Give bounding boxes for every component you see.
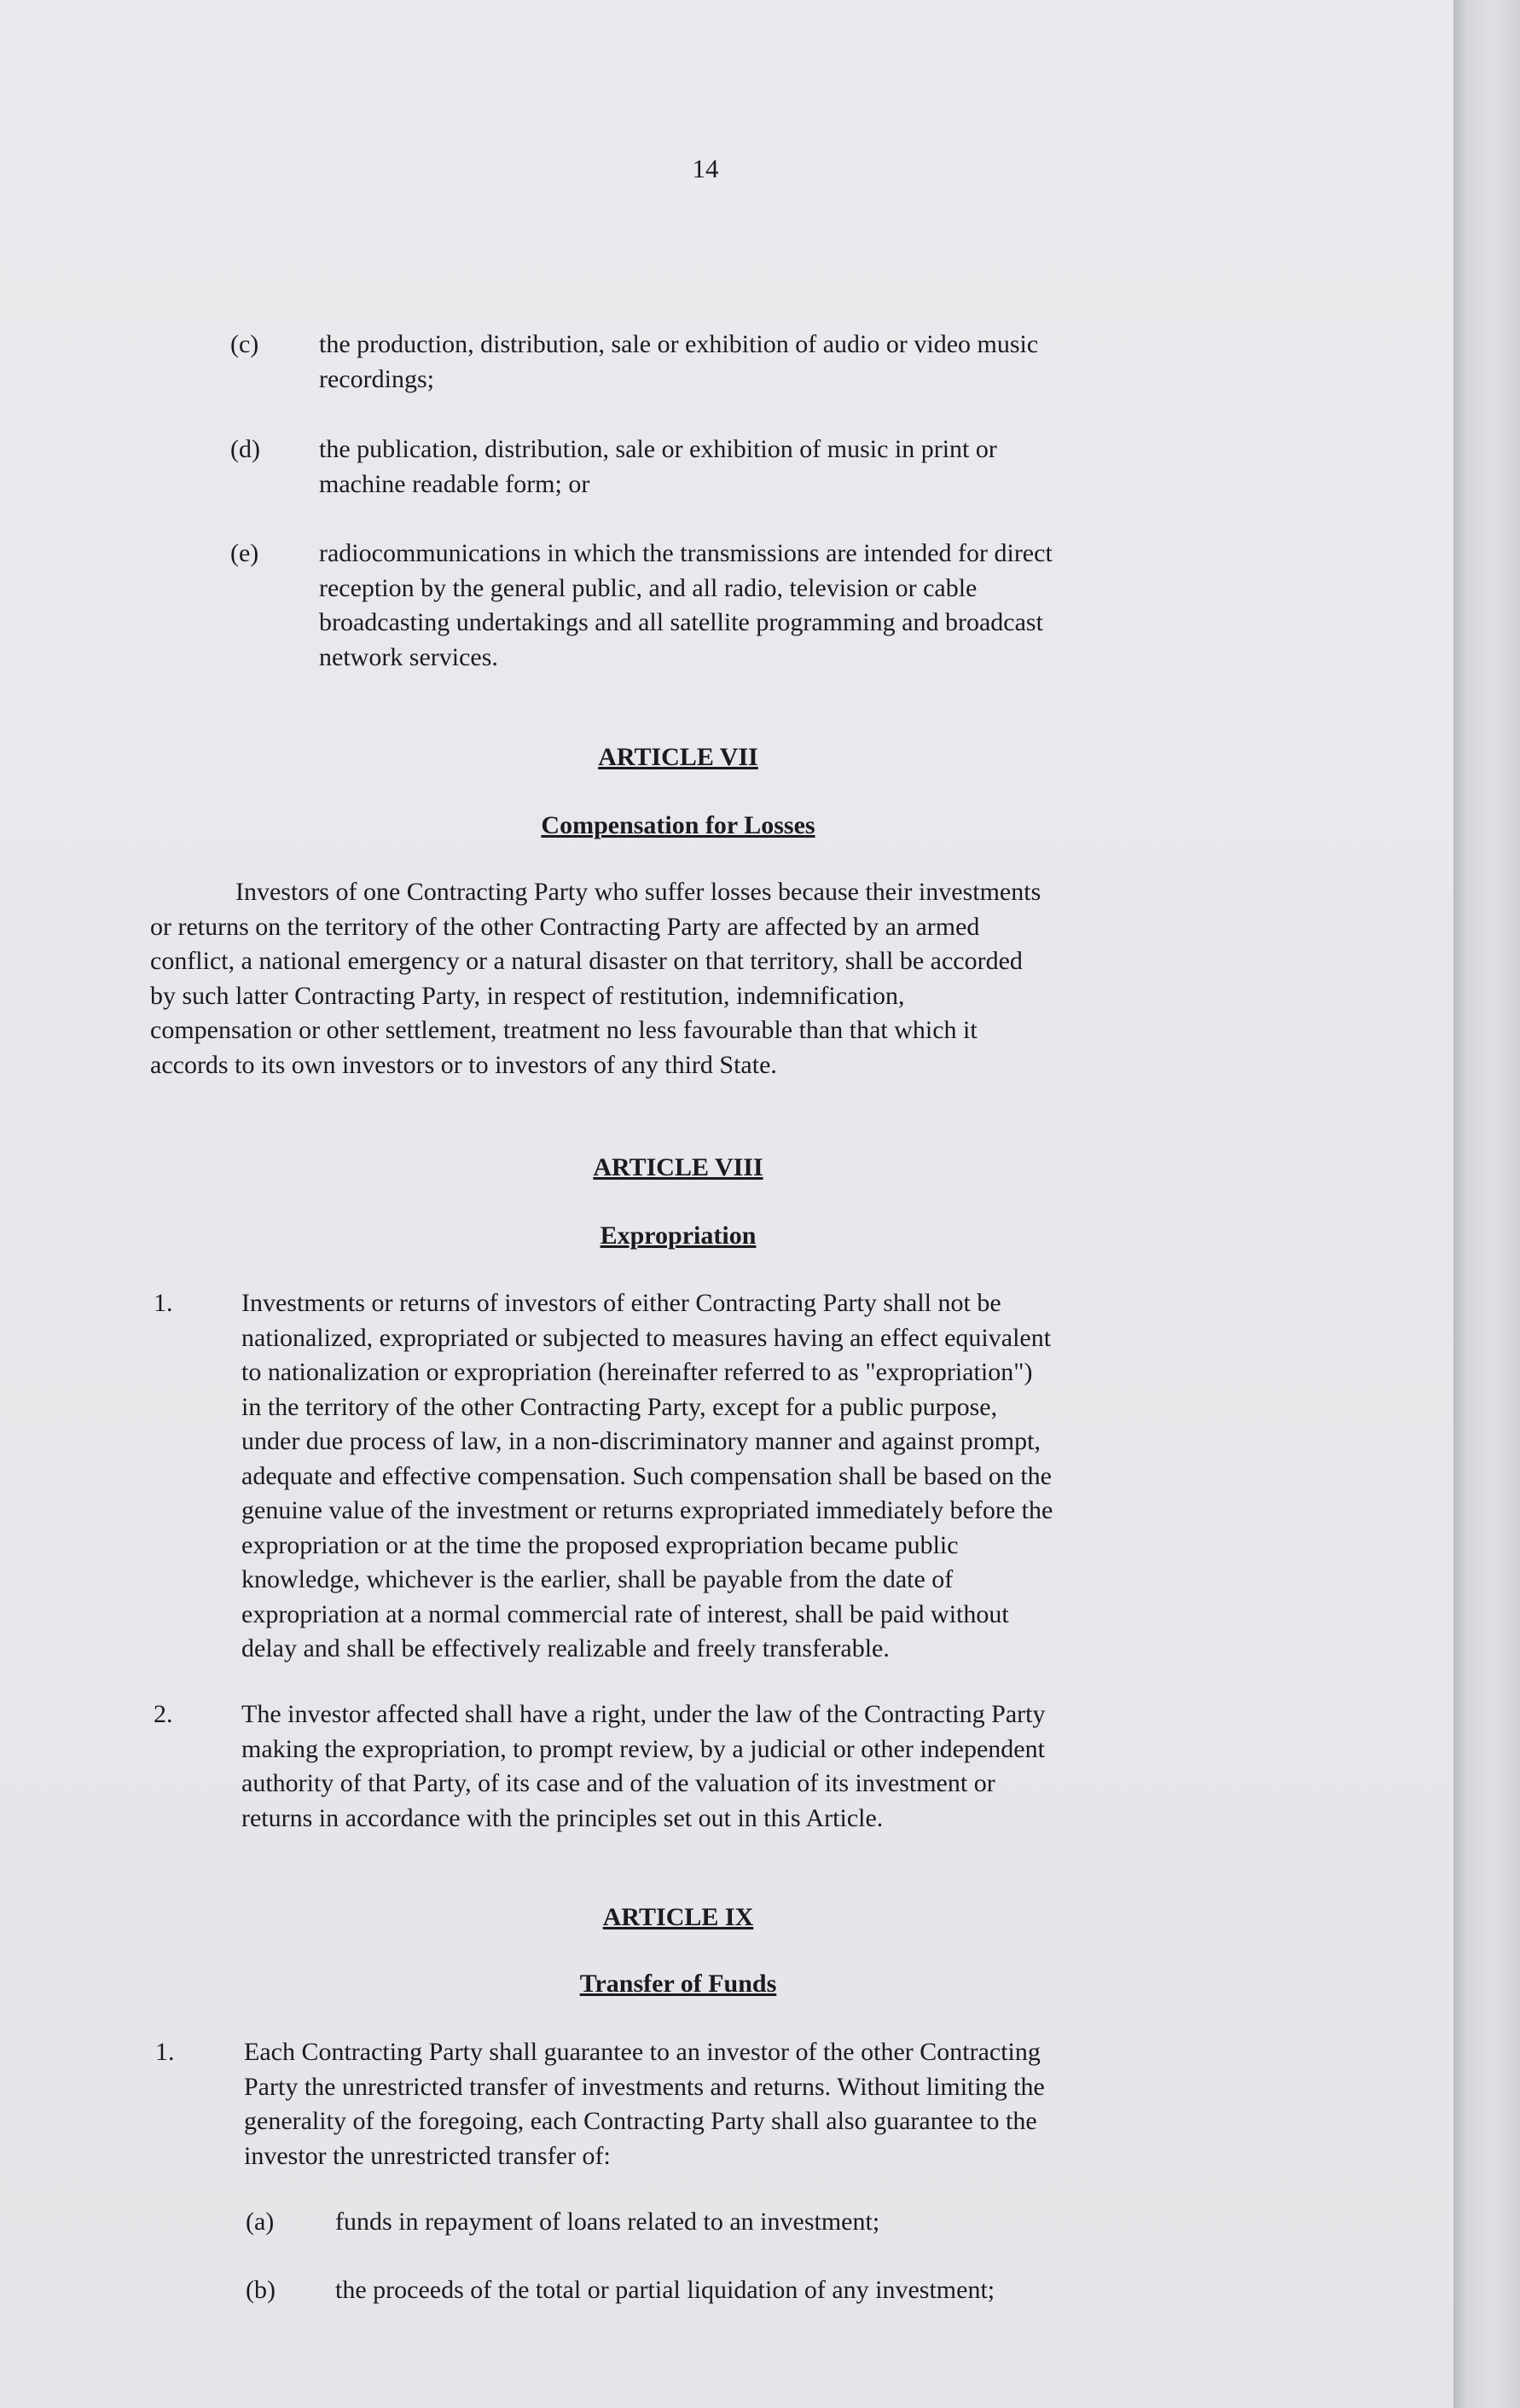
list-item-text: the publication, distribution, sale or exhibition of music in print or machine readable form; or xyxy=(319,435,997,498)
list-item-label: (a) xyxy=(246,2208,275,2236)
list-item-text: the production, distribution, sale or exhibition of audio or video music recordings; xyxy=(319,330,1039,393)
scan-edge-strip xyxy=(1453,0,1520,2408)
article-heading: ARTICLE VIII xyxy=(593,1153,763,1181)
article-heading: ARTICLE IX xyxy=(602,1903,754,1931)
paragraph-text: Investments or returns of investors of either Contracting Party shall not be nationalized, expropriated or subjected to measures having an effect equivalent to nationalization or expropriation (hereinafter referred to as "expropriation") in the territory of the other Contracting Party, except for a public purpose, under due process of law, in a non-discriminatory manner and against prompt, adequate and effective compensation. Such compensation shall be based on the genuine value of the investment or returns expropriated immediately before the expropriation or at the time the proposed expropriation became public knowledge, whichever is the earlier, shall be payable from the date of expropriation at a normal commercial rate of interest, shall be paid without delay and shall be effectively realizable and freely transferable. xyxy=(241,1289,1053,1662)
list-item-text: funds in repayment of loans related to an investment; xyxy=(335,2208,880,2236)
article-body: Investors of one Contracting Party who suffer losses because their investments or returns on the territory of the other Contracting Party are affected by an armed conflict, a national emergency or a natural disaster on that territory, shall be accorded by such latter Contracting Party, in respect of restitution, indemnification, compensation or other settlement, treatment no less favourable than that which it accords to its own investors or to investors of any third State. xyxy=(150,878,1041,1079)
paragraph-number: 1. xyxy=(154,1289,173,1317)
list-item-label: (c) xyxy=(230,330,259,358)
list-item-label: (b) xyxy=(246,2276,276,2304)
paragraph-number: 1. xyxy=(155,2038,175,2066)
article-title: Transfer of Funds xyxy=(579,1970,777,1998)
paragraph-number: 2. xyxy=(154,1700,173,1728)
page-number: 14 xyxy=(692,154,719,183)
article-title: Expropriation xyxy=(600,1221,757,1250)
paragraph-text: Each Contracting Party shall guarantee to an investor of the other Contracting Party the unrestricted transfer of investments and returns. Without limiting the generality of the foregoing, each Contracting Party shall also guarantee to the investor the unrestricted transfer of: xyxy=(244,2038,1045,2170)
list-item-text: radiocommunications in which the transmissions are intended for direct reception by the general public, and all radio, television or cable broadcasting undertakings and all satellite programming and broadcast network services. xyxy=(319,539,1053,671)
article-heading: ARTICLE VII xyxy=(598,743,758,771)
list-item-label: (d) xyxy=(230,435,260,463)
article-title: Compensation for Losses xyxy=(541,811,815,839)
list-item-text: the proceeds of the total or partial liquidation of any investment; xyxy=(335,2276,995,2304)
list-item-label: (e) xyxy=(230,539,259,567)
paragraph-text: The investor affected shall have a right, under the law of the Contracting Party making the expropriation, to prompt review, by a judicial or other independent authority of that Party, of its case and of the valuation of its investment or returns in accordance with the principles set out in this Article. xyxy=(241,1700,1046,1832)
